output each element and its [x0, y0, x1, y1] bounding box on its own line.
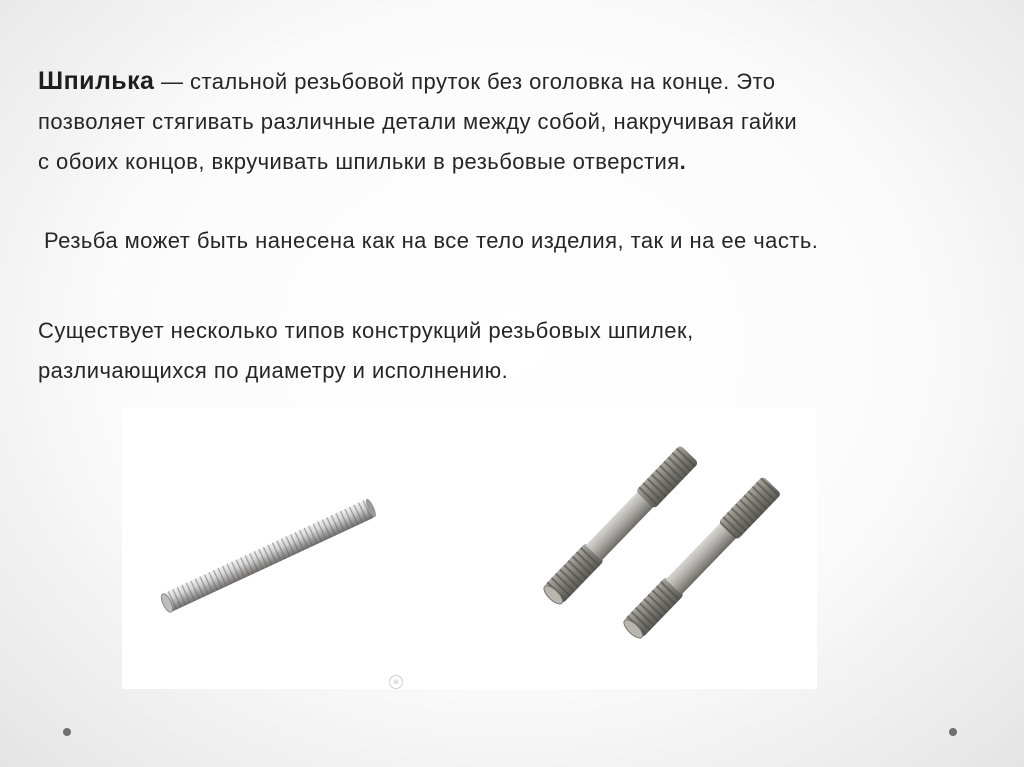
dot-icon [63, 728, 71, 736]
definition-line-3 [38, 142, 988, 182]
definition-line-1-rest: — стальной резьбовой пруток без оголовка на конце. Это [154, 69, 776, 94]
studs-photo [122, 407, 817, 689]
types-line-2: различающихся по диаметру и исполнению. [38, 358, 509, 383]
circle-mark-icon: ⊗ [389, 675, 403, 689]
term-word: Шпилька [38, 67, 155, 95]
threaded-rod [159, 498, 378, 614]
dot-icon [949, 728, 957, 736]
definition-paragraph [38, 61, 988, 182]
types-line-1: Существует несколько типов конструкций резьбовых шпилек, [38, 318, 694, 343]
definition-line-2: позволяет стягивать различные детали между собой, накручивая гайки [38, 109, 798, 134]
types-paragraph [38, 311, 988, 391]
definition-period: . [679, 149, 687, 174]
definition-line-1 [38, 61, 988, 102]
thread-paragraph: Резьба может быть нанесена как на все тело изделия, так и на ее часть. [44, 228, 819, 253]
studs-illustration [122, 407, 817, 689]
definition-line-3-text: с обоих концов, вкручивать шпильки в резьбовые отверстия [38, 149, 680, 174]
